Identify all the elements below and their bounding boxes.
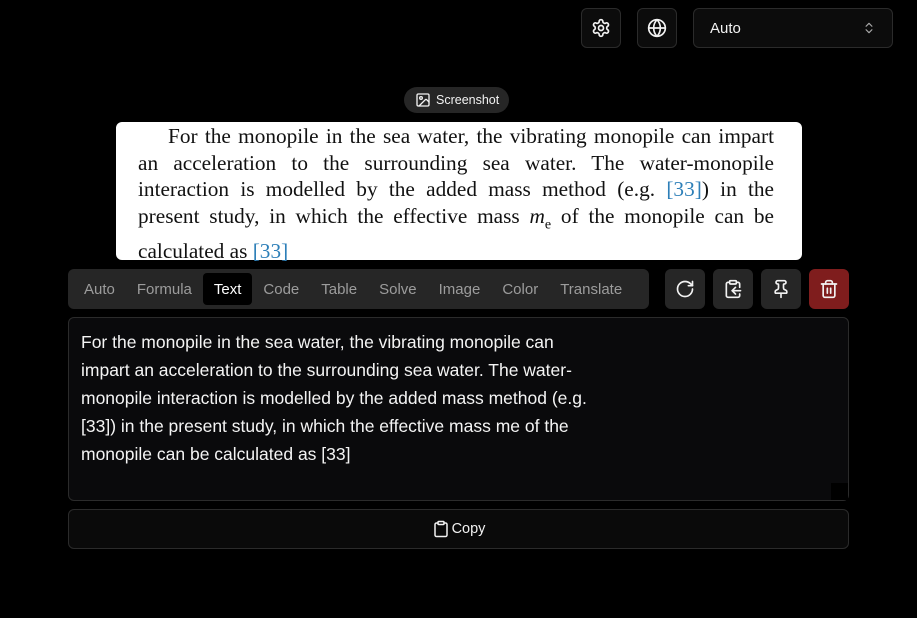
tab-color[interactable]: Color: [502, 280, 539, 298]
language-button[interactable]: [637, 8, 677, 48]
screenshot-preview: [116, 122, 802, 264]
clipboard-paste-icon: [723, 279, 743, 299]
paste-button[interactable]: [713, 269, 753, 309]
math-subscript: e: [544, 216, 552, 232]
mode-tabs: [68, 269, 649, 309]
screenshot-text-1: For the monopile in the sea water, the vibrating monopile can impart an acceleration to the surrounding sea water. The water-monopile interaction is modelled by the added mass method (e.g.: [138, 124, 774, 201]
tab-solve[interactable]: Solve: [379, 280, 417, 298]
mode-select[interactable]: [693, 8, 893, 48]
trash-icon: [819, 279, 839, 299]
screenshot-text-2: ) in the present study, in which the effective mass: [138, 177, 775, 228]
tab-formula[interactable]: Formula: [136, 280, 192, 298]
tab-image[interactable]: Image: [438, 280, 481, 298]
settings-button[interactable]: [581, 8, 621, 48]
refresh-icon: [675, 279, 695, 299]
tab-code[interactable]: Code: [263, 280, 300, 298]
retry-button[interactable]: [665, 269, 705, 309]
tab-auto[interactable]: Auto: [84, 280, 115, 298]
globe-icon: [647, 18, 667, 38]
screenshot-badge: [404, 87, 509, 113]
resize-handle[interactable]: [831, 483, 848, 500]
copy-button[interactable]: [68, 509, 849, 549]
screenshot-paragraph: [138, 123, 774, 265]
tab-table[interactable]: Table: [321, 280, 358, 298]
gear-icon: [591, 18, 611, 38]
pin-icon: [771, 279, 791, 299]
chevrons-up-down-icon: [862, 21, 876, 35]
image-icon: [415, 92, 431, 108]
delete-button[interactable]: [809, 269, 849, 309]
math-symbol: m: [529, 203, 545, 228]
citation-link: [33]: [252, 239, 289, 264]
result-textarea[interactable]: For the monopile in the sea water, the vibrating monopile can impart an acceleration to the surrounding sea water. The water- monopile interaction is modelled by the added mass method (e.g. [33]) in the present study, in which the effective mass me of the monopile can be calculated as [33]: [68, 317, 849, 501]
clipboard-icon: [432, 520, 450, 538]
screenshot-badge-label: Screenshot: [436, 93, 500, 107]
citation-link: [33]: [666, 177, 702, 201]
tab-translate[interactable]: Translate: [560, 280, 623, 298]
screenshot-text-3: of the monopile can be calculated as: [138, 203, 774, 264]
mode-select-value: Auto: [710, 19, 741, 37]
pin-button[interactable]: [761, 269, 801, 309]
copy-button-label: Copy: [451, 521, 486, 537]
tab-text[interactable]: Text: [203, 273, 253, 305]
